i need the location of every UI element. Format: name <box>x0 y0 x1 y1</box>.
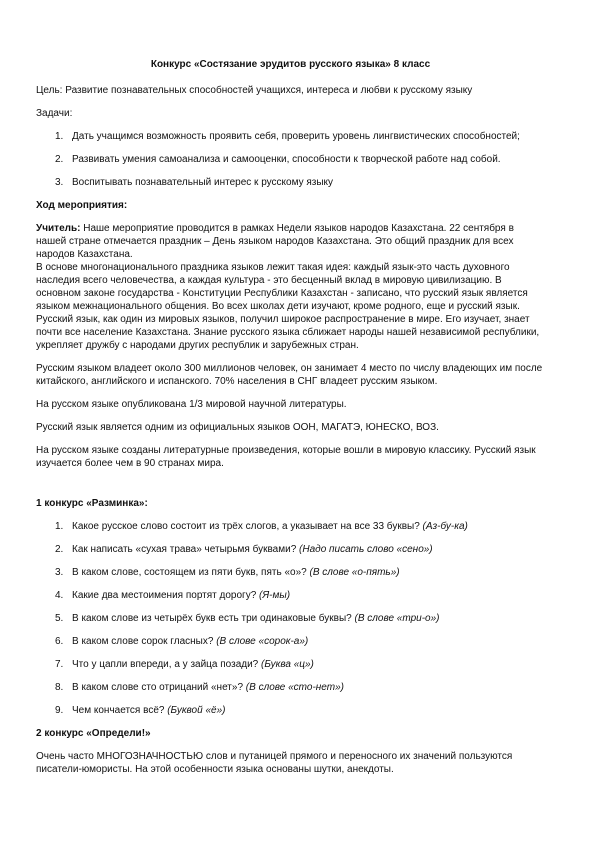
list-item <box>36 658 545 671</box>
literature-paragraph: На русском языке созданы литературные произведения, которые вошли в мировую классику. Русский язык изучается более чем в 90 странах мира. <box>36 445 536 469</box>
question-text: Как написать «сухая трава» четырьмя буквами? <box>72 544 300 555</box>
list-number: 2. <box>55 154 64 165</box>
list-item <box>36 153 545 166</box>
list-number: 7. <box>55 659 64 670</box>
list-text: Воспитывать познавательный интерес к русскому языку <box>72 177 334 188</box>
list-item <box>36 681 545 694</box>
question-text: В каком слове сорок гласных? <box>72 636 217 647</box>
teacher-paragraph <box>36 222 545 261</box>
answer-text: (В слове «сто-нет») <box>245 682 344 693</box>
list-text: Развивать умения самоанализа и самооценки, способности к творческой работе над собой. <box>72 154 501 165</box>
answer-text: (В слове «сорок-а») <box>216 636 309 647</box>
list-number: 1. <box>55 131 64 142</box>
list-number: 6. <box>55 636 64 647</box>
teacher-label: Учитель: <box>36 223 81 234</box>
answer-text: (Буквой «ё») <box>167 705 226 716</box>
answer-text: (Аз-бу-ка) <box>422 521 468 532</box>
list-number: 4. <box>55 590 64 601</box>
list-number: 3. <box>55 567 64 578</box>
science-paragraph: На русском языке опубликована 1/3 мировой научной литературы. <box>36 399 347 410</box>
list-item <box>36 612 545 625</box>
list-item <box>36 704 545 717</box>
answer-text: (В слове «три-о») <box>354 613 440 624</box>
question-text: В каком слове, состоящем из пяти букв, пять «о»? <box>72 567 310 578</box>
tasks-list <box>36 130 545 189</box>
course-heading: Ход мероприятия: <box>36 200 128 211</box>
list-text: Дать учащимся возможность проявить себя, проверить уровень лингвистических способностей; <box>72 131 520 142</box>
question-text: В каком слове из четырёх букв есть три одинаковые буквы? <box>72 613 355 624</box>
list-item <box>36 176 545 189</box>
official-paragraph: Русский язык является одним из официальных языков ООН, МАГАТЭ, ЮНЕСКО, ВОЗ. <box>36 422 439 433</box>
answer-text: (Буква «ц») <box>261 659 314 670</box>
document-title: Конкурс «Состязание эрудитов русского языка» 8 класс <box>150 59 431 70</box>
contest1-heading: 1 конкурс «Разминка»: <box>36 498 148 509</box>
contest1-list <box>36 520 545 717</box>
list-item <box>36 543 545 556</box>
answer-text: (Я-мы) <box>259 590 291 601</box>
list-item <box>36 520 545 533</box>
list-number: 3. <box>55 177 64 188</box>
answer-text: (Надо писать слово «сено») <box>299 544 433 555</box>
contest2-paragraph: Очень часто МНОГОЗНАЧНОСТЬЮ слов и путаницей прямого и переносного их значений пользуются писатели-юмористы. На этой особенности языка основаны шутки, анекдоты. <box>36 751 513 775</box>
goal-line: Цель: Развитие познавательных способностей учащихся, интереса и любви к русскому языку <box>36 85 473 96</box>
list-number: 1. <box>55 521 64 532</box>
speakers-paragraph: Русским языком владеет около 300 миллионов человек, он занимает 4 место по числу владеющих им после китайского, английского и испанского. 70% населения в СНГ владеет русским языком. <box>36 363 543 387</box>
contest2-heading: 2 конкурс «Определи!» <box>36 728 151 739</box>
question-text: Чем кончается всё? <box>72 705 168 716</box>
tasks-label: Задачи: <box>36 108 73 119</box>
list-number: 8. <box>55 682 64 693</box>
answer-text: (В слове «о-пять») <box>309 567 400 578</box>
teacher-text: Наше мероприятие проводится в рамках Недели языков народов Казахстана. 22 сентября в нашей стране отмечается праздник – День языком народов Казахстана. Это общий праздник для всех народов Казахстана. <box>36 223 514 260</box>
list-number: 9. <box>55 705 64 716</box>
list-item <box>36 566 545 579</box>
list-number: 2. <box>55 544 64 555</box>
list-item <box>36 130 545 143</box>
list-item <box>36 635 545 648</box>
list-item <box>36 589 545 602</box>
question-text: Какое русское слово состоит из трёх слогов, а указывает на все 33 буквы? <box>72 521 423 532</box>
question-text: В каком слове сто отрицаний «нет»? <box>72 682 246 693</box>
question-text: Что у цапли впереди, а у зайца позади? <box>72 659 262 670</box>
question-text: Какие два местоимения портят дорогу? <box>72 590 260 601</box>
list-number: 5. <box>55 613 64 624</box>
idea-paragraph: В основе многонационального праздника языков лежит такая идея: каждый язык-это часть духовного наследия всего человечества, а каждая культура - это бесценный вклад в мировую цивилизацию. В основном законе государства - Конституции Республики Казахстан - записано, что русский язык является языком межнационального общения. Во всех школах дети изучают, кроме родного, еще и русский язык. Русский язык, как один из мировых языков, получил широкое распространение в мире. Его изучает, знает почти все население Казахстана. Знание русского языка сближает народы нашей независимой республики, укрепляет дружбу с народами других республик и зарубежных стран. <box>36 262 540 351</box>
